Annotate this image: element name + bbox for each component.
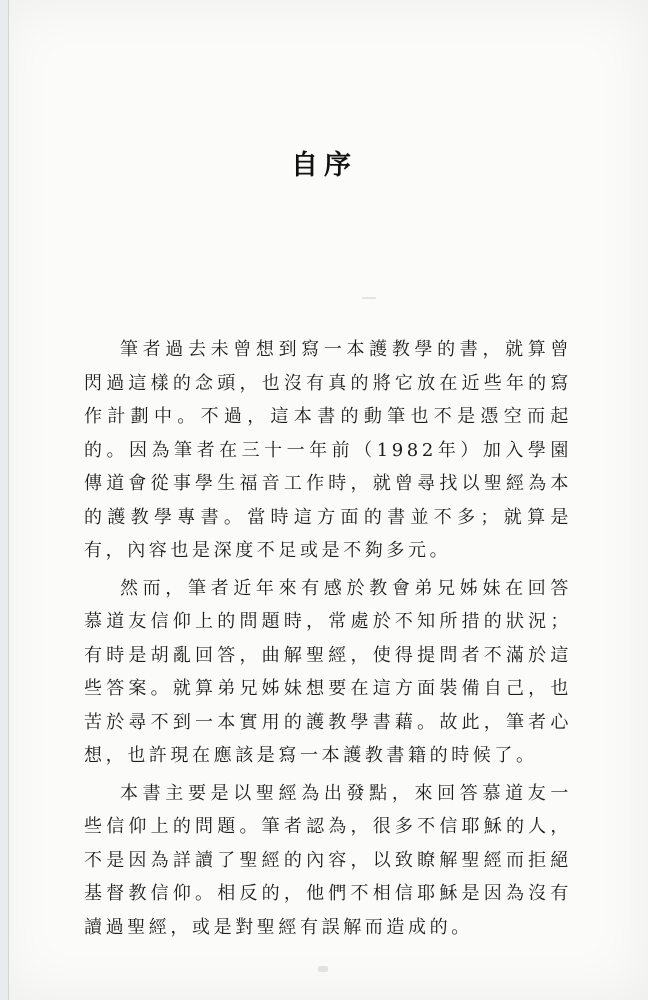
paragraph: 本書主要是以聖經為出發點，來回答慕道友一些信仰上的問題。筆者認為，很多不信耶穌的人，不是因為詳讀了聖經的內容，以致瞭解聖經而拒絕基督教信仰。相反的，他們不相信耶穌是因為沒有讀過聖經，或是對聖經有誤解而造成的。 [84, 782, 572, 938]
preface-body [84, 333, 572, 944]
scan-speck [318, 966, 328, 972]
paragraph: 然而，筆者近年來有感於教會弟兄姊妹在回答慕道友信仰上的問題時，常處於不知所措的狀況；有時是胡亂回答，曲解聖經，使得提問者不滿於這些答案。就算弟兄姊妹想要在這方面裝備自己，也苦於尋不到一本實用的護教學書藉。故此，筆者心想，也許現在應該是寫一本護教書籍的時候了。 [84, 577, 572, 766]
page-title: 自序 [291, 150, 357, 181]
paragraph: 筆者過去未曾想到寫一本護教學的書，就算曾閃過這樣的念頭，也沒有真的將它放在近些年的寫作計劃中。不過，這本書的動筆也不是憑空而起的。因為筆者在三十一年前（1982年）加入學園傳道會從事學生福音工作時，就曾尋找以聖經為本的護教學專書。當時這方面的書並不多；就算是有，內容也是深度不足或是不夠多元。 [84, 339, 572, 561]
scan-speck [362, 297, 376, 299]
